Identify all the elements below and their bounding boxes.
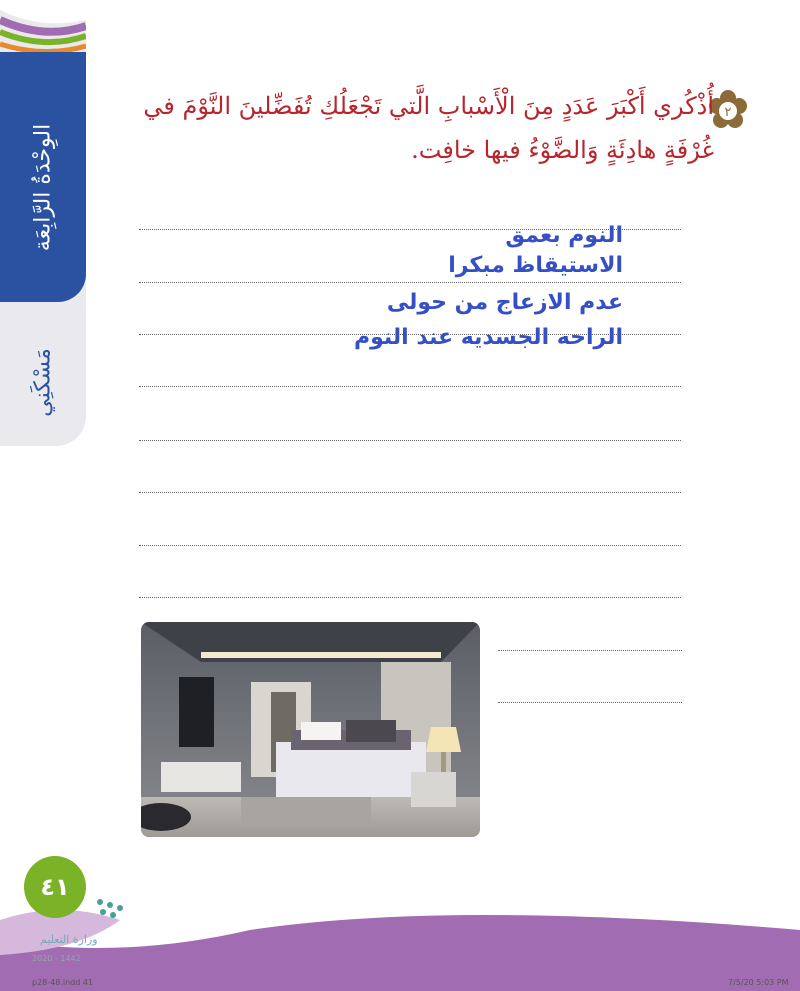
- answer-text: الراحه الجسديه عند النوم: [354, 325, 623, 350]
- answer-line[interactable]: [139, 545, 681, 546]
- unit-label: الوِحْدَةُ الرَّابِعَة: [30, 123, 56, 252]
- answer-line[interactable]: [139, 492, 681, 493]
- answer-line-short[interactable]: [498, 702, 682, 703]
- answer-line[interactable]: [139, 386, 681, 387]
- corner-decoration: [0, 0, 86, 60]
- bottom-wave-decoration: [0, 860, 800, 991]
- ministry-logo-text: وزارة التعليم: [40, 933, 98, 946]
- answer-line-short[interactable]: [498, 650, 682, 651]
- bedroom-photo: [141, 622, 480, 837]
- side-tab: [0, 0, 86, 446]
- answer-line[interactable]: [139, 597, 681, 598]
- page-number: ٤١: [24, 856, 86, 918]
- footer-file: p28-48.indd 41: [32, 978, 94, 987]
- ministry-year: 2020 - 1442: [32, 954, 81, 963]
- answer-line[interactable]: [139, 440, 681, 441]
- lesson-label: مَسْكَنِي: [30, 348, 56, 417]
- answer-text: عدم الازعاج من حولى: [386, 290, 623, 315]
- answer-text: الاستيقاظ مبكرا: [448, 253, 623, 278]
- answer-text: النوم بعمق: [505, 223, 623, 248]
- answer-line[interactable]: [139, 282, 681, 283]
- footer-timestamp: 7/5/20 5:03 PM: [728, 978, 789, 987]
- question-text: أُذْكُري أَكْبَرَ عَدَدٍ مِنَ الْأَسْبابِ الَّتي تَجْعَلُكِ تُفَضِّلينَ النَّوْمَ في غُرْفَةٍ هادِئَةٍ وَالضَّوْءُ فيها خافِت.: [143, 92, 714, 164]
- svg-text:٢: ٢: [724, 105, 732, 120]
